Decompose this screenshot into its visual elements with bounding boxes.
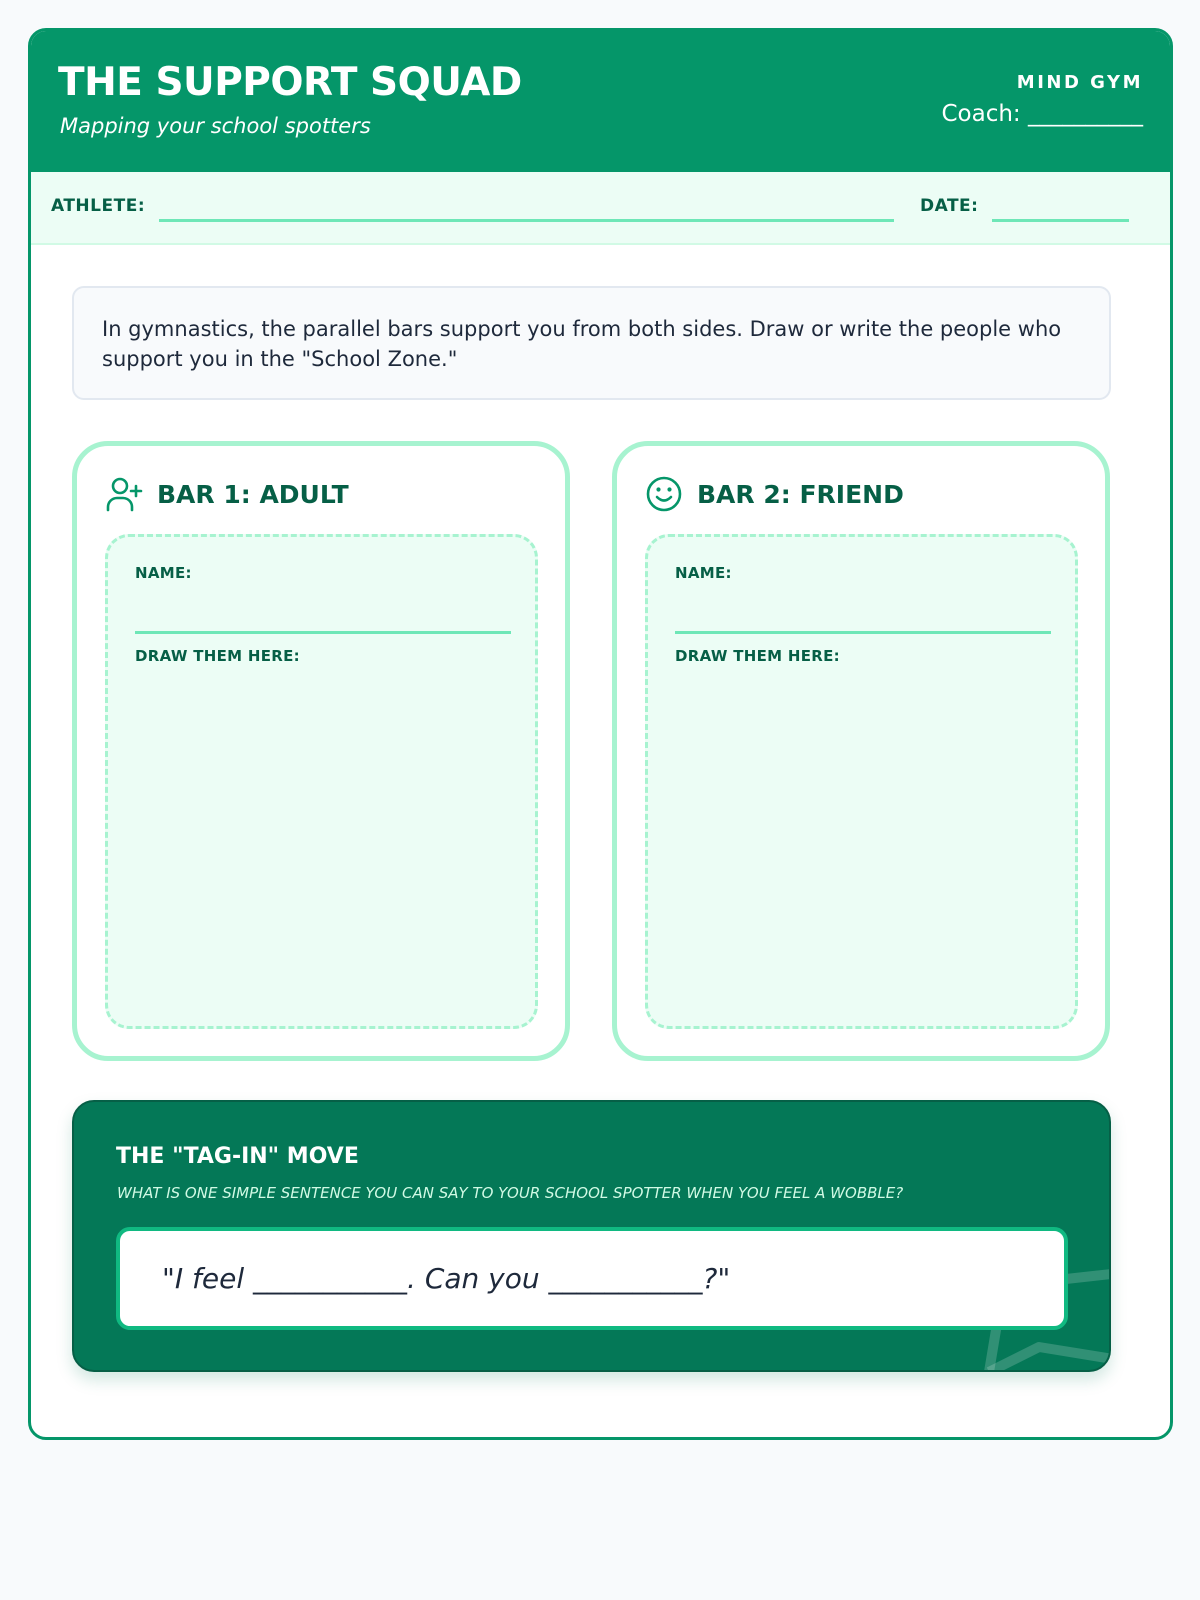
coach-field[interactable]: Coach: __________ xyxy=(941,101,1143,127)
header-banner xyxy=(31,31,1170,172)
tag-in-title: THE "TAG-IN" MOVE xyxy=(116,1144,359,1169)
bar-2-heading xyxy=(644,474,904,514)
bar-2-draw-label: DRAW THEM HERE: xyxy=(675,647,840,665)
user-plus-icon xyxy=(104,474,144,514)
date-label: DATE: xyxy=(920,196,979,216)
worksheet xyxy=(28,28,1173,1440)
tag-in-panel xyxy=(72,1100,1111,1372)
instructions-text: In gymnastics, the parallel bars support you from both sides. Draw or write the people who support you in the "School Zone." xyxy=(102,317,1062,371)
date-input-line[interactable] xyxy=(992,219,1129,222)
sentence-starter-text: "I feel ___________. Can you ___________?" xyxy=(162,1262,731,1295)
instructions-box xyxy=(72,286,1111,400)
bar-1-name-line[interactable] xyxy=(135,631,511,634)
bar-1-draw-zone[interactable] xyxy=(105,534,538,1029)
bar-2-title: BAR 2: FRIEND xyxy=(697,479,904,509)
tag-in-prompt: WHAT IS ONE SIMPLE SENTENCE YOU CAN SAY TO YOUR SCHOOL SPOTTER WHEN YOU FEEL A WOBBLE? xyxy=(117,1184,904,1202)
bar-1-card xyxy=(72,441,570,1061)
bar-1-draw-label: DRAW THEM HERE: xyxy=(135,647,300,665)
bar-2-name-label: NAME: xyxy=(675,564,732,582)
page-subtitle: Mapping your school spotters xyxy=(60,114,371,138)
athlete-info-bar xyxy=(31,172,1170,245)
page-title: THE SUPPORT SQUAD xyxy=(58,60,522,105)
bar-2-card xyxy=(612,441,1110,1061)
sentence-starter-box[interactable] xyxy=(116,1227,1068,1330)
bar-2-draw-zone[interactable] xyxy=(645,534,1078,1029)
smile-icon xyxy=(644,474,684,514)
brand-label: MIND GYM xyxy=(1016,72,1143,93)
bar-2-name-line[interactable] xyxy=(675,631,1051,634)
bar-1-name-label: NAME: xyxy=(135,564,192,582)
bar-1-heading xyxy=(104,474,349,514)
athlete-label: ATHLETE: xyxy=(51,196,146,216)
bar-1-title: BAR 1: ADULT xyxy=(157,479,349,509)
athlete-input-line[interactable] xyxy=(159,219,894,222)
